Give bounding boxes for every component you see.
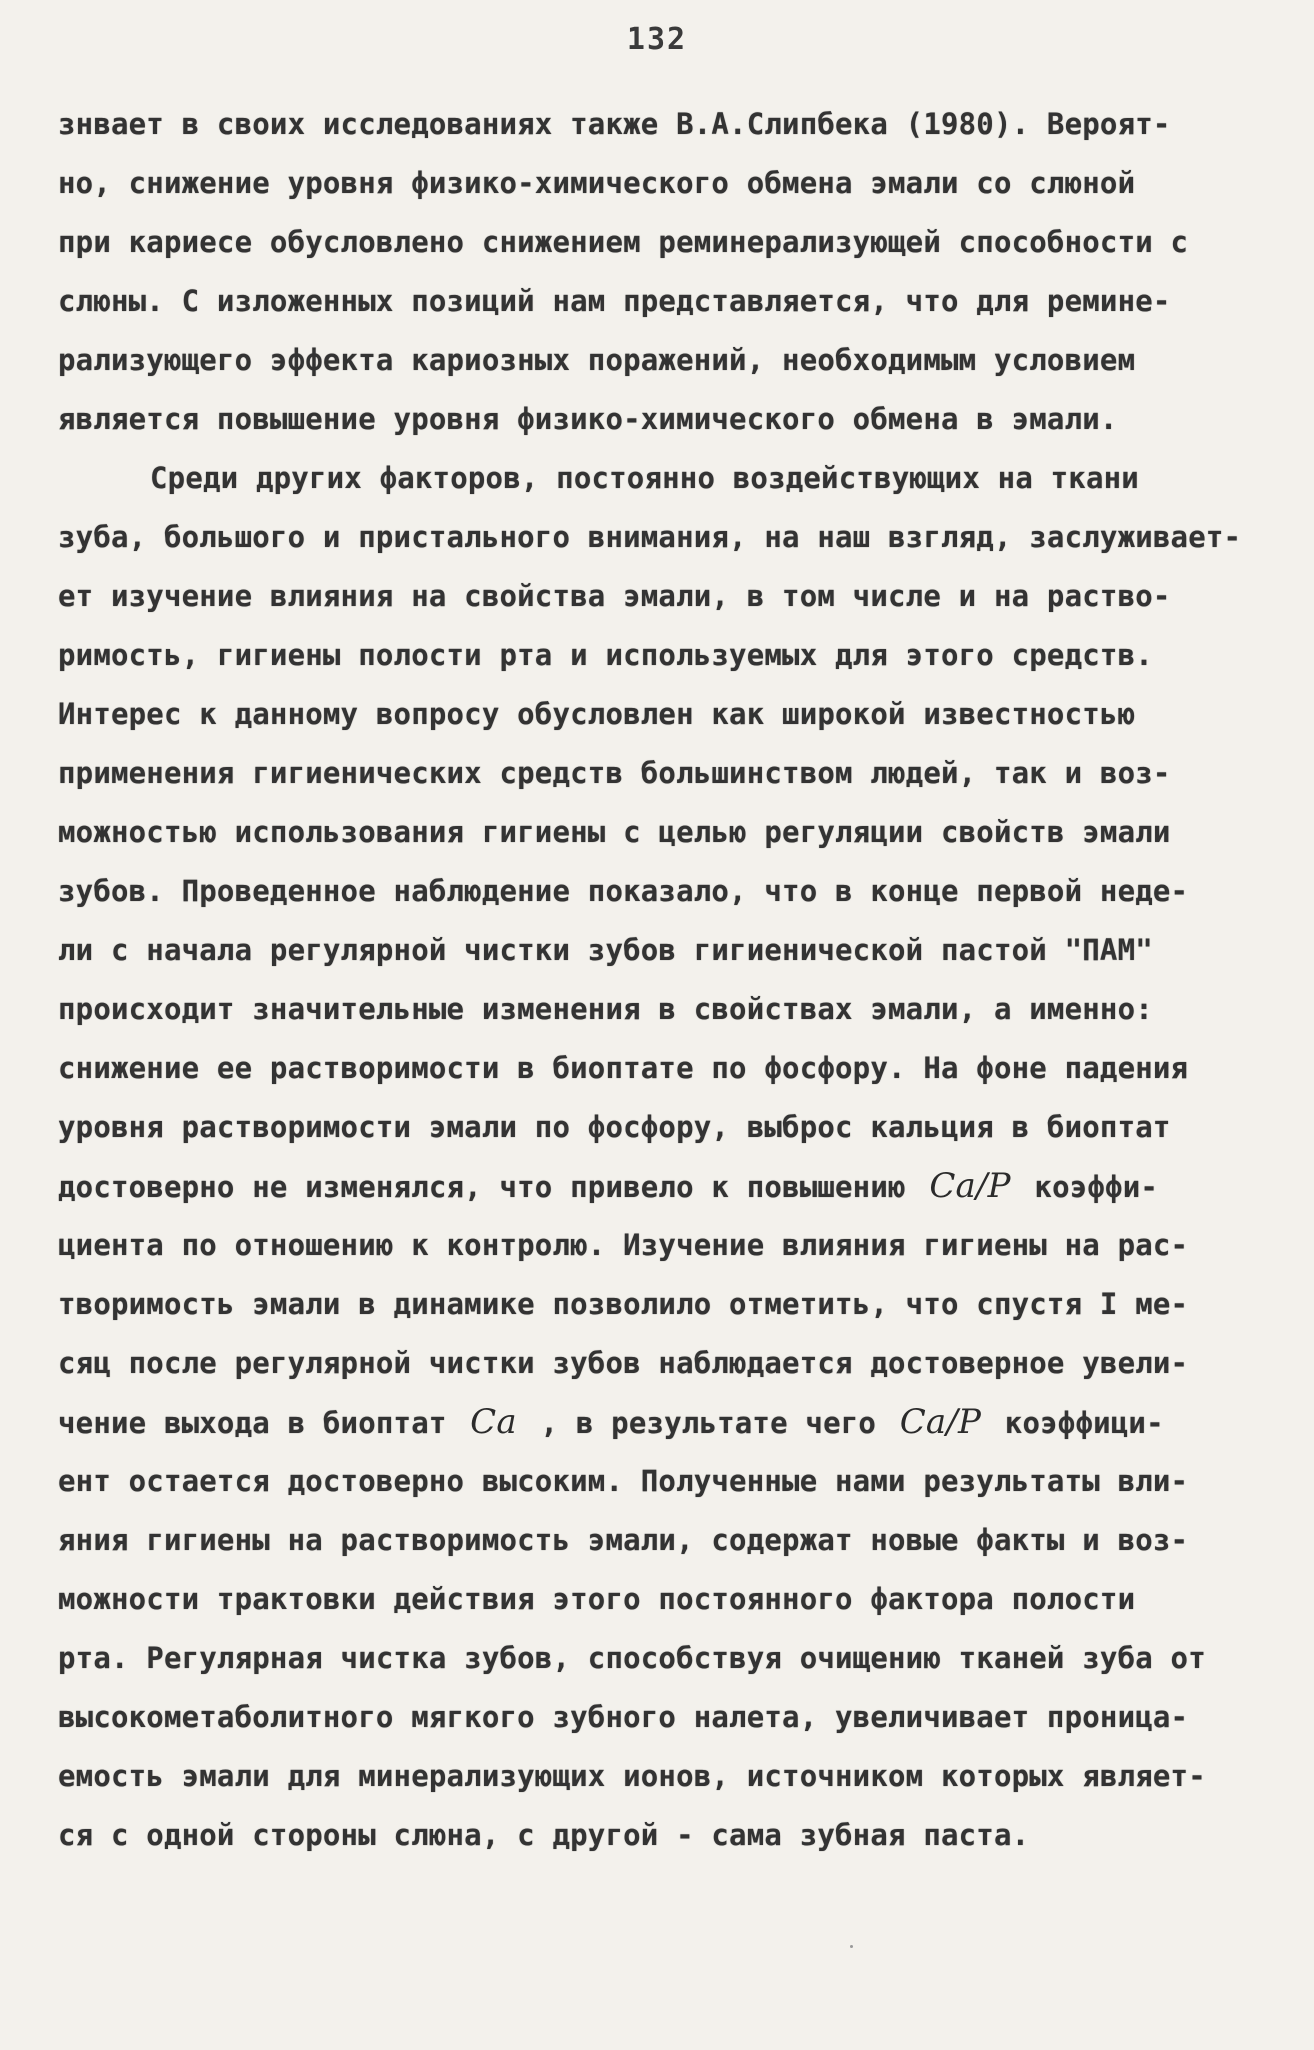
line-segment: коэффици- — [987, 1406, 1164, 1440]
text-line: знвает в своих исследованиях также В.А.Слипбека (1980). Вероят- — [58, 107, 1171, 141]
text-line: снижение ее растворимости в биоптате по фосфору. На фоне падения — [58, 1051, 1189, 1085]
text-line: Интерес к данному вопросу обусловлен как широкой известностью — [58, 697, 1136, 731]
text-line: применения гигиенических средств большинством людей, так и воз- — [58, 756, 1171, 790]
handwritten-formula: Ca — [470, 1402, 517, 1442]
text-line: римость, гигиены полости рта и используемых для этого средств. — [58, 638, 1153, 672]
text-line: ет изучение влияния на свойства эмали, в том числе и на раство- — [58, 579, 1171, 613]
text-line: слюны. С изложенных позиций нам представляется, что для ремине- — [58, 284, 1171, 318]
text-line: сяц после регулярной чистки зубов наблюдается достоверное увели- — [58, 1346, 1189, 1380]
text-line: но, снижение уровня физико-химического обмена эмали со слюной — [58, 166, 1136, 200]
text-line: творимость эмали в динамике позволило отметить, что спустя I ме- — [58, 1287, 1189, 1321]
paragraph-start-line: Среди других факторов, постоянно воздействующих на ткани — [150, 461, 1139, 495]
text-line-with-handwriting — [58, 1157, 1258, 1216]
text-line: рта. Регулярная чистка зубов, способствуя очищению тканей зуба от — [58, 1641, 1206, 1675]
line-segment: , в результате чего — [522, 1406, 894, 1440]
text-line: можностью использования гигиены с целью регуляции свойств эмали — [58, 815, 1171, 849]
handwritten-formula: Ca/P — [929, 1166, 1011, 1206]
text-line: высокометаболитного мягкого зубного налета, увеличивает проница- — [58, 1700, 1189, 1734]
body-text — [58, 95, 1258, 1865]
line-segment: коэффи- — [1016, 1170, 1159, 1204]
text-line: яния гигиены на растворимость эмали, содержат новые факты и воз- — [58, 1523, 1189, 1557]
text-line: происходит значительные изменения в свойствах эмали, а именно: — [58, 992, 1153, 1026]
line-segment: чение выхода в биоптат — [58, 1406, 465, 1440]
text-line: емость эмали для минерализующих ионов, источником которых являет- — [58, 1759, 1206, 1793]
handwritten-formula: Ca/P — [899, 1402, 982, 1442]
text-line: уровня растворимости эмали по фосфору, выброс кальция в биоптат — [58, 1110, 1171, 1144]
text-line: можности трактовки действия этого постоянного фактора полости — [58, 1582, 1136, 1616]
page-number: 132 — [626, 22, 688, 57]
text-line: зубов. Проведенное наблюдение показало, что в конце первой неде- — [58, 874, 1189, 908]
text-line: при кариесе обусловлено снижением реминерализующей способности с — [58, 225, 1189, 259]
text-line: ент остается достоверно высоким. Полученные нами результаты вли- — [58, 1464, 1189, 1498]
text-line: ли с начала регулярной чистки зубов гигиенической пастой "ПАМ" — [58, 933, 1153, 967]
text-line: зуба, большого и пристального внимания, на наш взгляд, заслуживает- — [58, 520, 1242, 554]
line-segment: достоверно не изменялся, что привело к повышению — [58, 1170, 924, 1204]
text-line: является повышение уровня физико-химического обмена в эмали. — [58, 402, 1118, 436]
text-line-with-handwriting — [58, 1393, 1258, 1452]
text-line: ся с одной стороны слюна, с другой - сама зубная паста. — [58, 1818, 1030, 1852]
scan-speck — [850, 1945, 853, 1948]
text-line: рализующего эффекта кариозных поражений, необходимым условием — [58, 343, 1136, 377]
text-line: циента по отношению к контролю. Изучение влияния гигиены на рас- — [58, 1228, 1189, 1262]
